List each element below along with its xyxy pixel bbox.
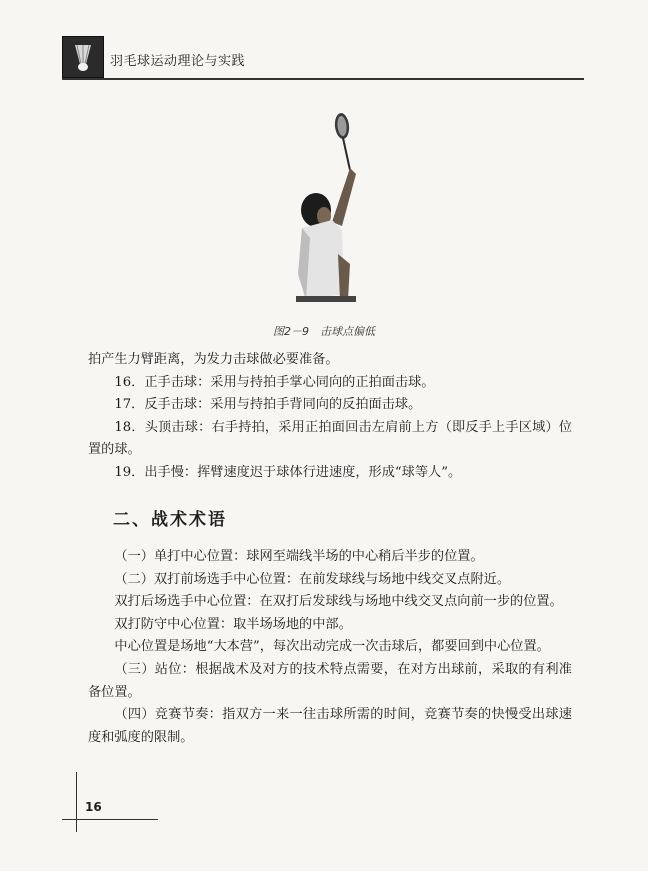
paragraph: 双打后场选手中心位置：在双打后发球线与场地中线交叉点向前一步的位置。 [114, 594, 563, 610]
paragraph: 19．出手慢：挥臂速度迟于球体行进速度，形成“球等人”。 [114, 464, 462, 480]
figure-photo-badminton-player [280, 104, 392, 302]
figure-caption: 图2－9 击球点偏低 [273, 325, 375, 338]
paragraph: 18．头顶击球：右手持拍，采用正拍面回击左肩前上方（即反手上手区域）位置的球。 [88, 419, 572, 458]
footer-vertical-rule [76, 772, 77, 832]
paragraph: 拍产生力臂距离，为发力击球做必要准备。 [88, 352, 339, 367]
section-heading: 二、战术术语 [113, 510, 227, 530]
footer-horizontal-rule [62, 819, 158, 820]
paragraph: 中心位置是场地“大本营”，每次出动完成一次击球后，都要回到中心位置。 [114, 639, 550, 655]
paragraph: （三）站位：根据战术及对方的技术特点需要，在对方出球前，采取的有利准备位置。 [88, 661, 572, 700]
paragraph: 17．反手击球：采用与持拍手背同向的反拍面击球。 [114, 397, 422, 413]
header-rule [62, 78, 584, 80]
shuttlecock-logo-icon [62, 36, 104, 78]
paragraph: 双打防守中心位置：取半场场地的中部。 [114, 616, 352, 632]
page-number: 16 [85, 800, 102, 814]
paragraph: （四）竞赛节奏：指双方一来一往击球所需的时间，竞赛节奏的快慢受出球速度和弧度的限制。 [88, 707, 572, 745]
running-header [62, 36, 584, 84]
body-text-top [88, 349, 572, 485]
paragraph: 16．正手击球：采用与持拍手掌心同向的正拍面击球。 [114, 374, 435, 390]
body-text-bottom [88, 546, 572, 749]
book-title: 羽毛球运动理论与实践 [110, 54, 246, 69]
paragraph: （二）双打前场选手中心位置：在前发球线与场地中线交叉点附近。 [114, 571, 511, 587]
paragraph: （一）单打中心位置：球网至端线半场的中心稍后半步的位置。 [114, 549, 484, 564]
